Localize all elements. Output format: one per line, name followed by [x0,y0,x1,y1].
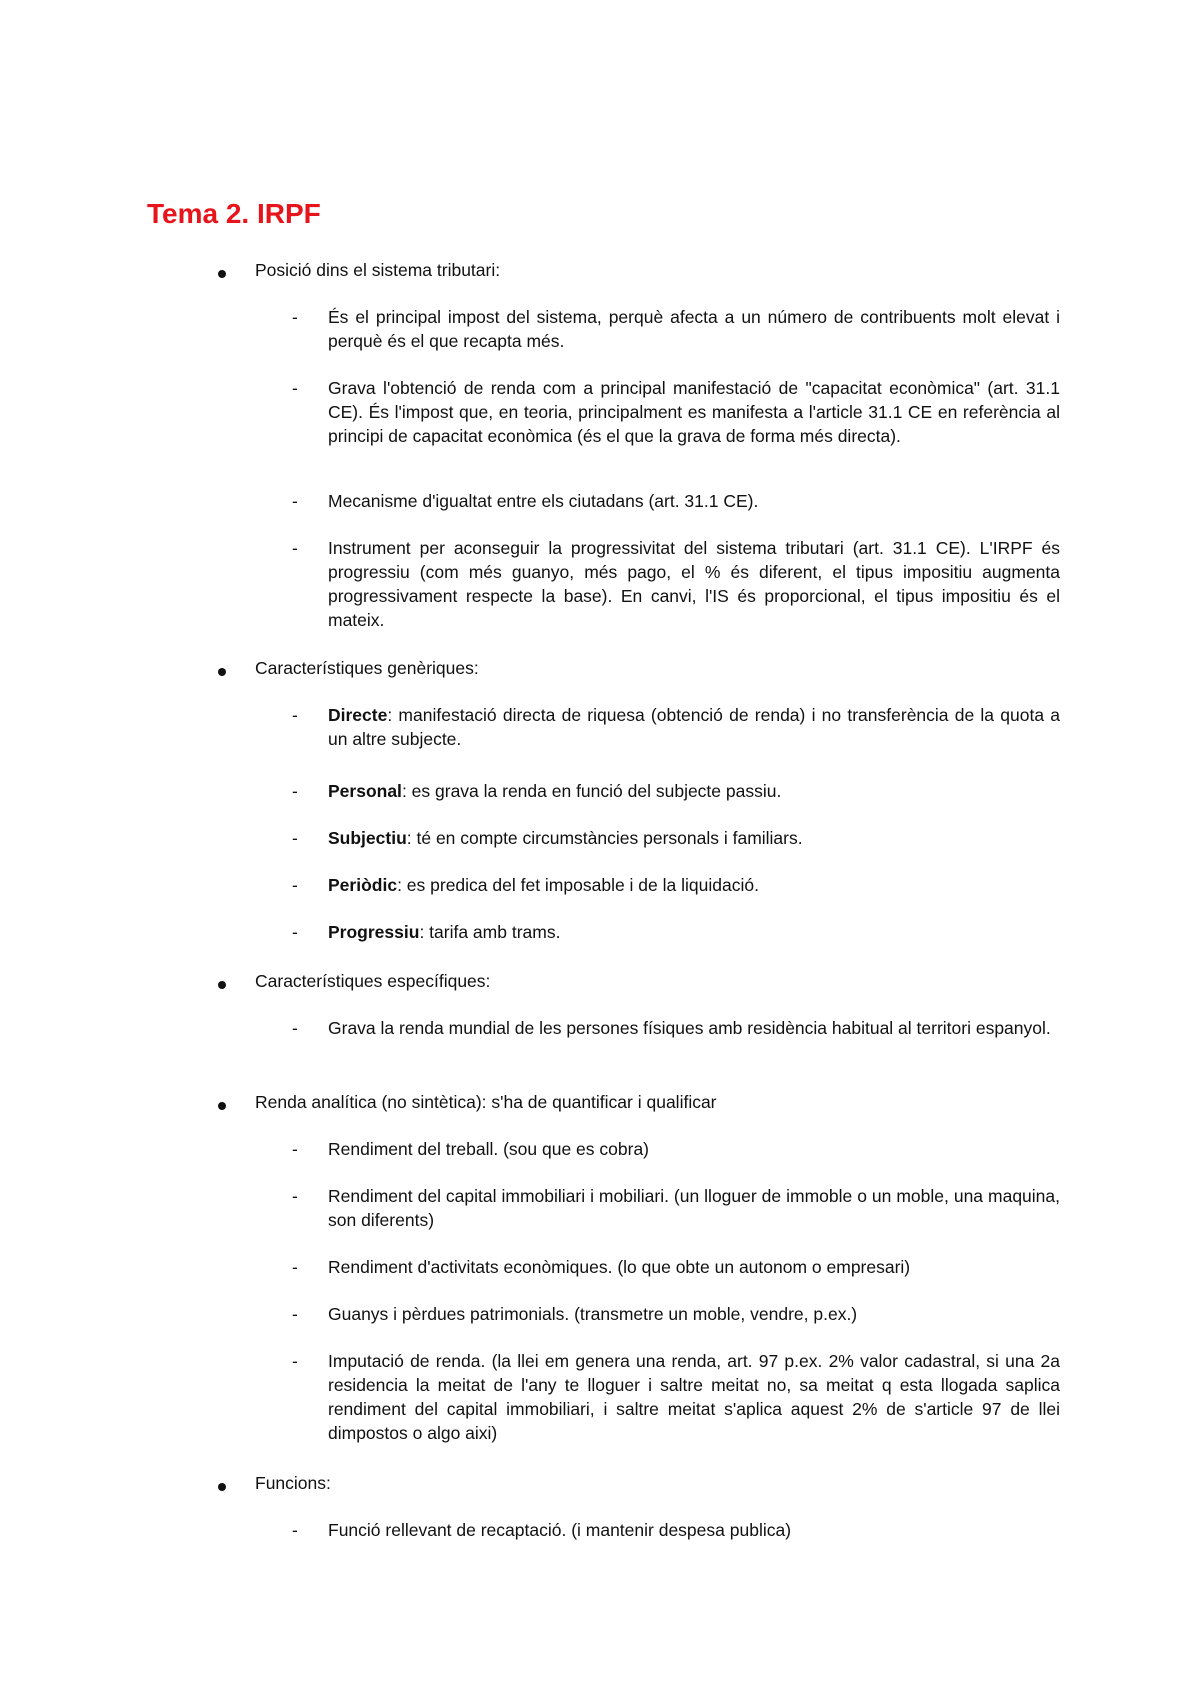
list-item [328,1137,1060,1161]
section-heading: Posició dins el sistema tributari: [255,260,501,280]
list-item [328,1349,1060,1445]
list-item-text: Imputació de renda. (la llei em genera una renda, art. 97 p.ex. 2% valor cadastral, si una 2a residencia la meitat de l'any te lloguer i saltre meitat no, sa meitat q esta llogada saplica rendiment del capital immobiliari, i saltre meitat s'aplica aquest 2% de s'article 97 de llei dimpostos o algo aixi) [328,1351,1060,1443]
dash-marker: - [292,1186,298,1206]
dash-marker: - [292,1304,298,1324]
list-item-text: Grava la renda mundial de les persones físiques amb residència habitual al territori espanyol. [328,1018,1051,1038]
bullet-dot-icon [218,1102,226,1110]
section-heading: Funcions: [255,1473,331,1493]
list-item [328,489,1060,513]
bullet-dot-icon [218,981,226,989]
dash-marker: - [292,491,298,511]
list-item [328,1184,1060,1232]
list-item-text: Rendiment del treball. (sou que es cobra) [328,1139,650,1159]
list-item-term: Subjectiu [328,828,407,848]
list-item [328,536,1060,632]
section-heading: Renda analítica (no sintètica): s'ha de quantificar i qualificar [255,1092,717,1112]
list-item [328,1518,1060,1542]
list-item-text: Mecanisme d'igualtat entre els ciutadans (art. 31.1 CE). [328,491,759,511]
dash-marker: - [292,378,298,398]
list-item-text: És el principal impost del sistema, perquè afecta a un número de contribuents molt elevat i perquè és el que recapta més. [328,307,1060,351]
list-item-text: : té en compte circumstàncies personals i familiars. [406,828,803,848]
list-item-text: Instrument per aconseguir la progressivitat del sistema tributari (art. 31.1 CE). L'IRPF és progressiu (com més guanyo, més pago, el % és diferent, el tipus impositiu augmenta progressivament respecte la base). En canvi, l'IS és proporcional, el tipus impositiu és el mateix. [328,538,1060,630]
dash-marker: - [292,1018,298,1038]
list-item [328,376,1060,448]
list-item-text: Rendiment del capital immobiliari i mobiliari. (un lloguer de immoble o un moble, una maquina, son diferents) [328,1186,1060,1230]
bullet-dot-icon [218,668,226,676]
dash-marker: - [292,1351,298,1371]
dash-marker: - [292,1257,298,1277]
dash-marker: - [292,1520,298,1540]
list-item-text: Rendiment d'activitats econòmiques. (lo que obte un autonom o empresari) [328,1257,911,1277]
list-item [328,305,1060,353]
dash-marker: - [292,538,298,558]
section-heading: Característiques específiques: [255,971,491,991]
section-heading: Característiques genèriques: [255,658,479,678]
list-item-term: Directe [328,705,388,725]
list-item-text: : es predica del fet imposable i de la liquidació. [397,875,759,895]
list-item [328,826,1060,850]
dash-marker: - [292,307,298,327]
dash-marker: - [292,705,298,725]
list-item-text: Guanys i pèrdues patrimonials. (transmetre un moble, vendre, p.ex.) [328,1304,858,1324]
dash-marker: - [292,875,298,895]
dash-marker: - [292,781,298,801]
page-title: Tema 2. IRPF [147,198,321,229]
list-item [328,873,1060,897]
bullet-dot-icon [218,1483,226,1491]
list-item [328,1255,1060,1279]
dash-marker: - [292,922,298,942]
list-item-term: Periòdic [328,875,398,895]
list-item-text: : es grava la renda en funció del subjecte passiu. [401,781,782,801]
list-item [328,920,1060,944]
list-item [328,1302,1060,1326]
list-item [328,703,1060,751]
list-item-term: Progressiu [328,922,420,942]
list-item-text: : manifestació directa de riquesa (obtenció de renda) i no transferència de la quota a un altre subjecte. [328,705,1060,749]
list-item-text: : tarifa amb trams. [419,922,561,942]
list-item [328,779,1060,803]
list-item-text: Grava l'obtenció de renda com a principal manifestació de "capacitat econòmica" (art. 31.1 CE). És l'impost que, en teoria, principalment es manifesta a l'article 31.1 CE en referència al principi de capacitat econòmica (és el que la grava de forma més directa). [328,378,1060,446]
dash-marker: - [292,828,298,848]
list-item-text: Funció rellevant de recaptació. (i mantenir despesa publica) [328,1520,792,1540]
bullet-dot-icon [218,270,226,278]
list-item-term: Personal [328,781,402,801]
dash-marker: - [292,1139,298,1159]
list-item [328,1016,1060,1040]
